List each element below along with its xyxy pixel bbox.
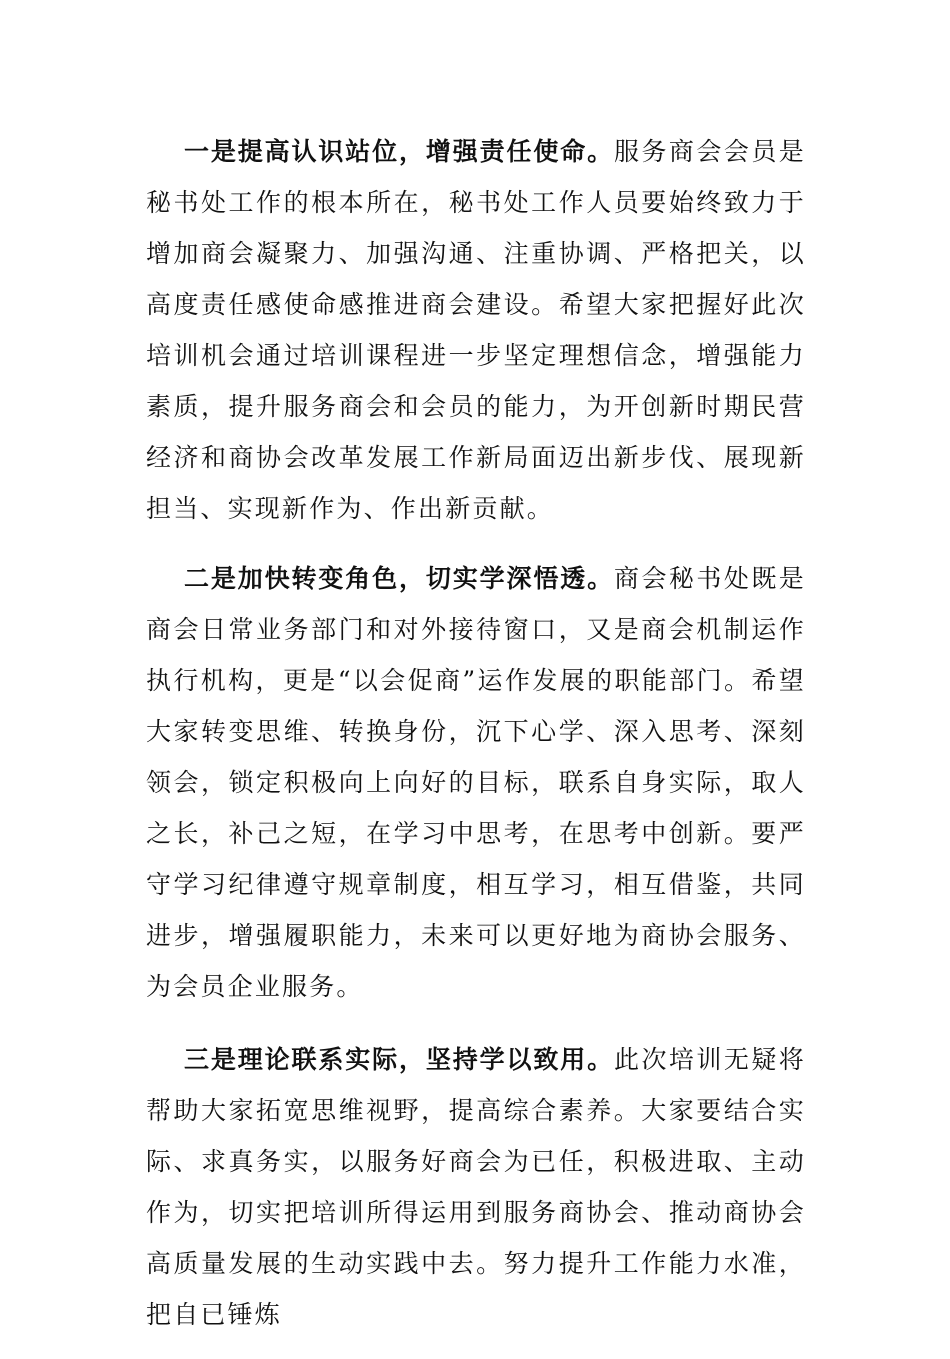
paragraph-1 (146, 126, 806, 534)
paragraph-3-lead: 三是理论联系实际，坚持学以致用。 (184, 1045, 614, 1074)
paragraph-1-lead: 一是提高认识站位，增强责任使命。 (184, 137, 614, 166)
paragraph-3 (146, 1034, 806, 1340)
paragraph-3-body: 此次培训无疑将帮助大家拓宽思维视野，提高综合素养。大家要结合实际、求真务实，以服务好商会为已任，积极进取、主动作为，切实把培训所得运用到服务商协会、推动商协会高质量发展的生动实践中去。努力提升工作能力水准，把自已锤炼 (146, 1045, 807, 1329)
document-body (146, 126, 806, 1359)
paragraph-2-body: 商会秘书处既是商会日常业务部门和对外接待窗口，又是商会机制运作执行机构，更是“以会促商”运作发展的职能部门。希望大家转变思维、转换身份，沉下心学、深入思考、深刻领会，锁定积极向上向好的目标，联系自身实际，取人之长，补己之短，在学习中思考，在思考中创新。要严守学习纪律遵守规章制度，相互学习，相互借鉴，共同进步，增强履职能力，未来可以更好地为商协会服务、为会员企业服务。 (146, 564, 807, 1001)
paragraph-1-body: 服务商会会员是秘书处工作的根本所在，秘书处工作人员要始终致力于增加商会凝聚力、加强沟通、注重协调、严格把关，以高度责任感使命感推进商会建设。希望大家把握好此次培训机会通过培训课程进一步坚定理想信念，增强能力素质，提升服务商会和会员的能力，为开创新时期民营经济和商协会改革发展工作新局面迈出新步伐、展现新担当、实现新作为、作出新贡献。 (146, 137, 807, 523)
paragraph-2-lead: 二是加快转变角色，切实学深悟透。 (184, 564, 614, 593)
paragraph-2 (146, 553, 806, 1012)
